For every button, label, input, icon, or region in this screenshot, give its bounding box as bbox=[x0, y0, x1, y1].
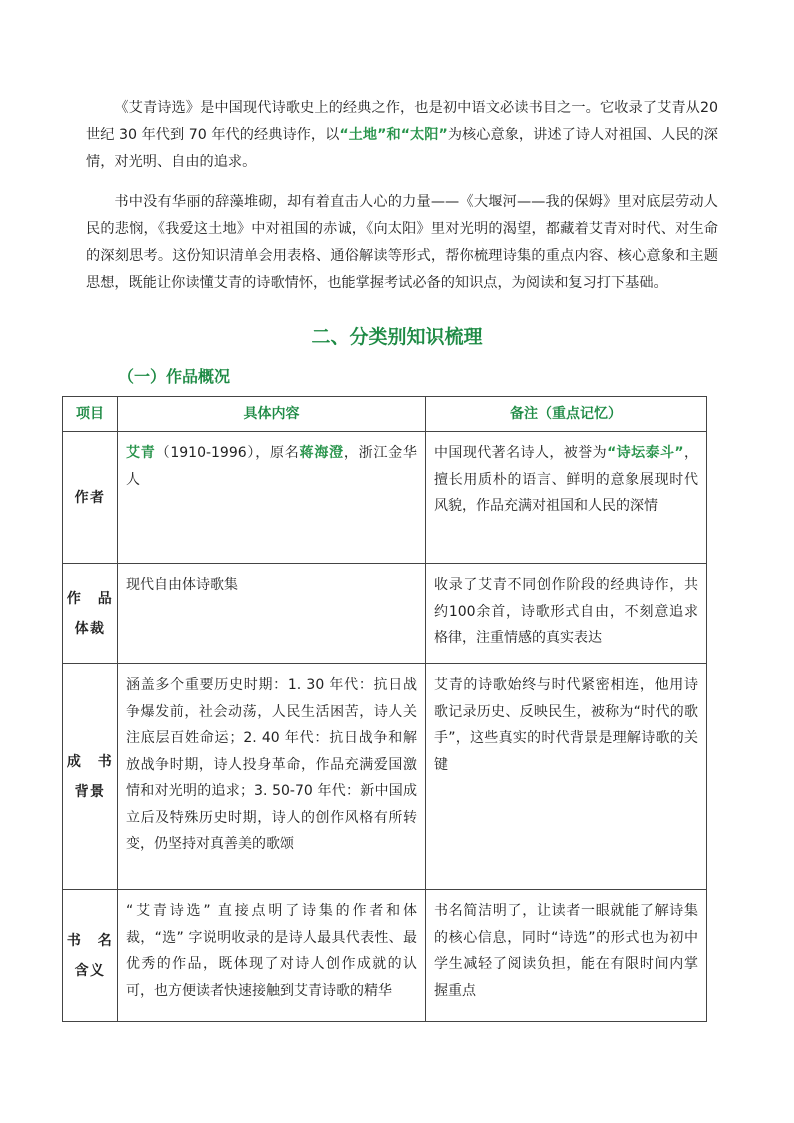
row-content: 艾青（1910-1996），原名蒋海澄，浙江金华人 bbox=[118, 432, 426, 564]
table-row bbox=[63, 890, 707, 1022]
row-note: 中国现代著名诗人，被誉为“诗坛泰斗”，擅长用质朴的语言、鲜明的意象展现时代风貌，作品充满对祖国和人民的深情 bbox=[426, 432, 707, 564]
row-note: 艾青的诗歌始终与时代紧密相连，他用诗歌记录历史、反映民生，被称为“时代的歌手”，这些真实的时代背景是理解诗歌的关键 bbox=[426, 664, 707, 890]
header-note: 备注（重点记忆） bbox=[426, 397, 707, 432]
section-title: 二、分类别知识梳理 bbox=[311, 326, 483, 348]
row-content: “艾青诗选” 直接点明了诗集的作者和体裁，“选” 字说明收录的是诗人最具代表性、最优秀的作品，既体现了对诗人创作成就的认可，也方便读者快速接触到艾青诗歌的精华 bbox=[118, 890, 426, 1022]
intro-p1-highlight: “土地”和“太阳” bbox=[339, 127, 448, 143]
header-content: 具体内容 bbox=[118, 397, 426, 432]
intro-p1-text-a: 《艾青诗选》是中国现代诗歌史上的经典之作，也是初中语文必读书目之一。它收录了艾青从20世纪 30 年代到 70 年代的经典诗作，以 bbox=[86, 100, 718, 143]
sub-title: （一）作品概况 bbox=[118, 367, 231, 386]
row-note: 书名简洁明了，让读者一眼就能了解诗集的核心信息，同时“诗选”的形式也为初中学生减轻了阅读负担，能在有限时间内掌握重点 bbox=[426, 890, 707, 1022]
row-content: 涵盖多个重要历史时期：1. 30 年代：抗日战争爆发前，社会动荡，人民生活困苦，诗人关注底层百姓命运；2. 40 年代：抗日战争和解放战争时期，诗人投身革命，作品充满爱国激情和对光明的追求；3. 50-70 年代：新中国成立后及特殊历史时期，诗人的创作风格有所转变，仍坚持对真善美的歌颂 bbox=[118, 664, 426, 890]
row-label: 书 名 含义 bbox=[63, 890, 118, 1022]
row-content: 现代自由体诗歌集 bbox=[118, 564, 426, 664]
table-row bbox=[63, 664, 707, 890]
overview-table bbox=[62, 396, 707, 1022]
header-item: 项目 bbox=[63, 397, 118, 432]
intro-paragraph-2 bbox=[86, 189, 718, 297]
row-note: 收录了艾青不同创作阶段的经典诗作，共约100余首，诗歌形式自由，不刻意追求格律，注重情感的真实表达 bbox=[426, 564, 707, 664]
row-label: 成 书 背景 bbox=[63, 664, 118, 890]
intro-p2-text: 书中没有华丽的辞藻堆砌，却有着直击人心的力量——《大堰河——我的保姆》里对底层劳动人民的悲悯，《我爱这土地》中对祖国的赤诚，《向太阳》里对光明的渴望，都藏着艾青对时代、对生命的深刻思考。这份知识清单会用表格、通俗解读等形式，帮你梳理诗集的重点内容、核心意象和主题思想，既能让你读懂艾青的诗歌情怀，也能掌握考试必备的知识点，为阅读和复习打下基础。 bbox=[86, 194, 718, 291]
table-header-row bbox=[63, 397, 707, 432]
table-row bbox=[63, 432, 707, 564]
intro-p1-text-b: 为核心意象，讲述了诗人对祖国、人民的深情，对光明、自由的追求。 bbox=[86, 127, 718, 170]
intro-paragraph-1 bbox=[86, 95, 718, 176]
row-label: 作 品 体裁 bbox=[63, 564, 118, 664]
row-label: 作者 bbox=[63, 432, 118, 564]
table-row bbox=[63, 564, 707, 664]
